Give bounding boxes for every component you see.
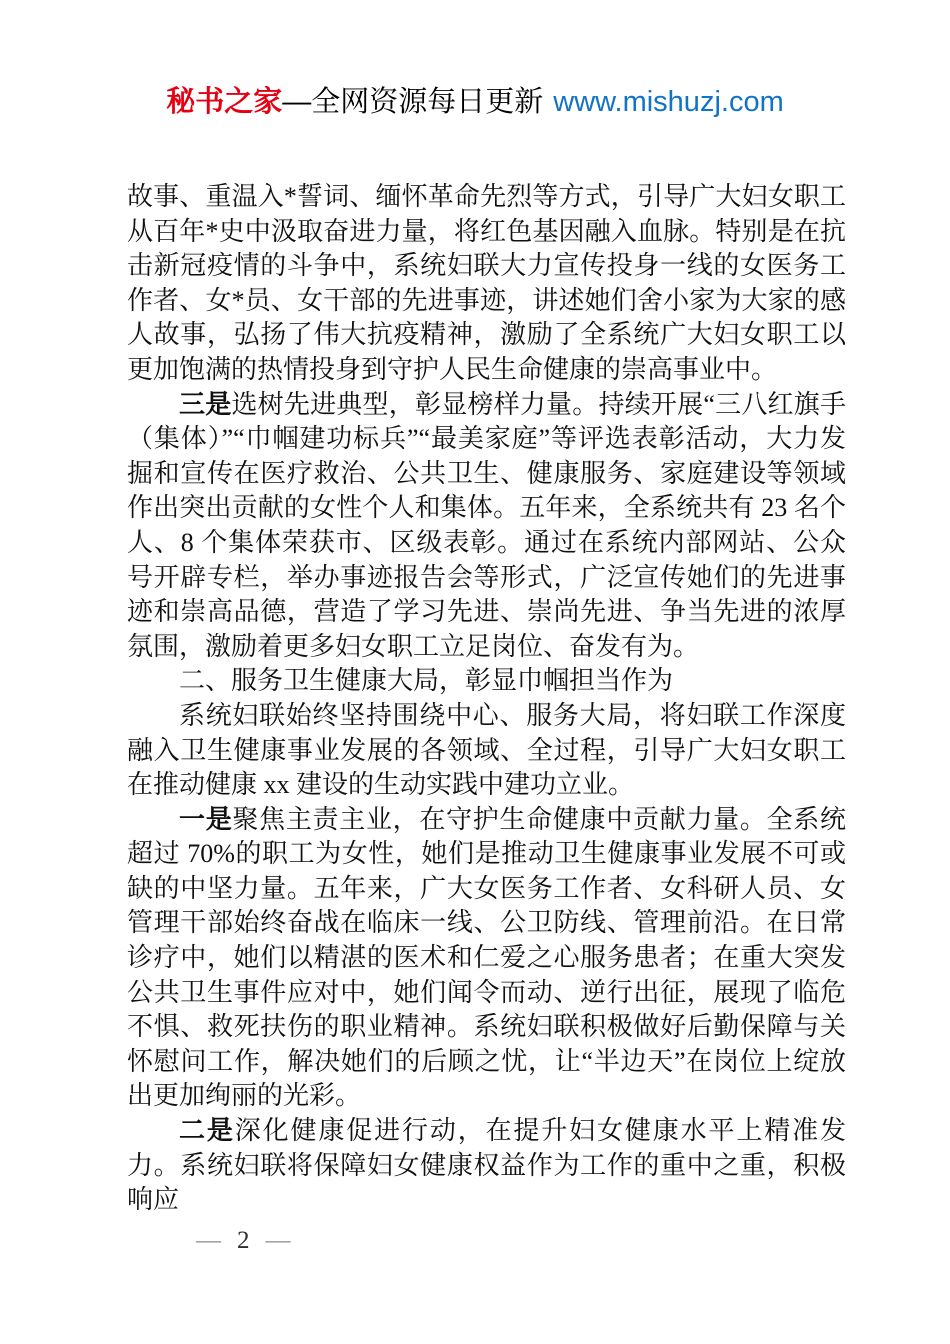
header-tagline: 全网资源每日更新 (311, 86, 544, 118)
site-header (0, 82, 950, 122)
text-run: 选树先进典型，彰显榜样力量。持续开展“三八红旗手（集体）”“巾帼建功标兵”“最美家庭”等评选表彰活动，大力发掘和宣传在医疗救治、公共卫生、健康服务、家庭建设等领域作出突出贡献的女性个人和集体。五年来，全系统共有 23 名个人、8 个集体荣获市、区级表彰。通过在系统内部网站、公众号开辟专栏，举办事迹报告会等形式，广泛宣传她们的先进事迹和崇高品德，营造了学习先进、崇尚先进、争当先进的浓厚氛围，激励着更多妇女职工立足岗位、奋发有为。 (127, 389, 846, 661)
footer-left-dash: — (196, 1227, 221, 1254)
site-brand: 秘书之家 (166, 86, 283, 118)
document-body (127, 180, 846, 1218)
bold-run: 三是 (179, 389, 232, 419)
paragraph-item-two (127, 1114, 846, 1218)
page-footer (196, 1224, 291, 1258)
text-run: 深化健康促进行动，在提升妇女健康水平上精准发力。系统妇联将保障妇女健康权益作为工作的重中之重，积极响应 (127, 1116, 846, 1215)
paragraph-item-three (127, 388, 846, 665)
page-number: 2 (237, 1227, 250, 1254)
section-heading-two (127, 664, 846, 699)
paragraph-item-one (127, 803, 846, 1114)
bold-run: 二是 (179, 1116, 235, 1146)
paragraph-continuation (127, 180, 846, 388)
header-dash: — (282, 86, 312, 118)
site-url-link[interactable]: www.mishuzj.com (553, 86, 784, 118)
text-run: 二、服务卫生健康大局，彰显巾帼担当作为 (179, 666, 674, 696)
footer-right-dash: — (265, 1227, 291, 1254)
paragraph-section-intro (127, 699, 846, 803)
bold-run: 一是 (179, 804, 233, 834)
text-run: 系统妇联始终坚持围绕中心、服务大局，将妇联工作深度融入卫生健康事业发展的各领域、全过程，引导广大妇女职工在推动健康 xx 建设的生动实践中建功立业。 (127, 700, 846, 800)
text-run: 故事、重温入*誓词、缅怀革命先烈等方式，引导广大妇女职工从百年*史中汲取奋进力量，将红色基因融入血脉。特别是在抗击新冠疫情的斗争中，系统妇联大力宣传投身一线的女医务工作者、女*员、女干部的先进事迹，讲述她们舍小家为大家的感人故事，弘扬了伟大抗疫精神，激励了全系统广大妇女职工以更加饱满的热情投身到守护人民生命健康的崇高事业中。 (127, 182, 846, 384)
text-run: 聚焦主责主业，在守护生命健康中贡献力量。全系统超过 70%的职工为女性，她们是推动卫生健康事业发展不可或缺的中坚力量。五年来，广大女医务工作者、女科研人员、女管理干部始终奋战在临床一线、公卫防线、管理前沿。在日常诊疗中，她们以精湛的医术和仁爱之心服务患者；在重大突发公共卫生事件应对中，她们闻令而动、逆行出征，展现了临危不惧、救死扶伤的职业精神。系统妇联积极做好后勤保障与关怀慰问工作，解决她们的后顾之忧，让“半边天”在岗位上绽放出更加绚丽的光彩。 (127, 804, 846, 1111)
